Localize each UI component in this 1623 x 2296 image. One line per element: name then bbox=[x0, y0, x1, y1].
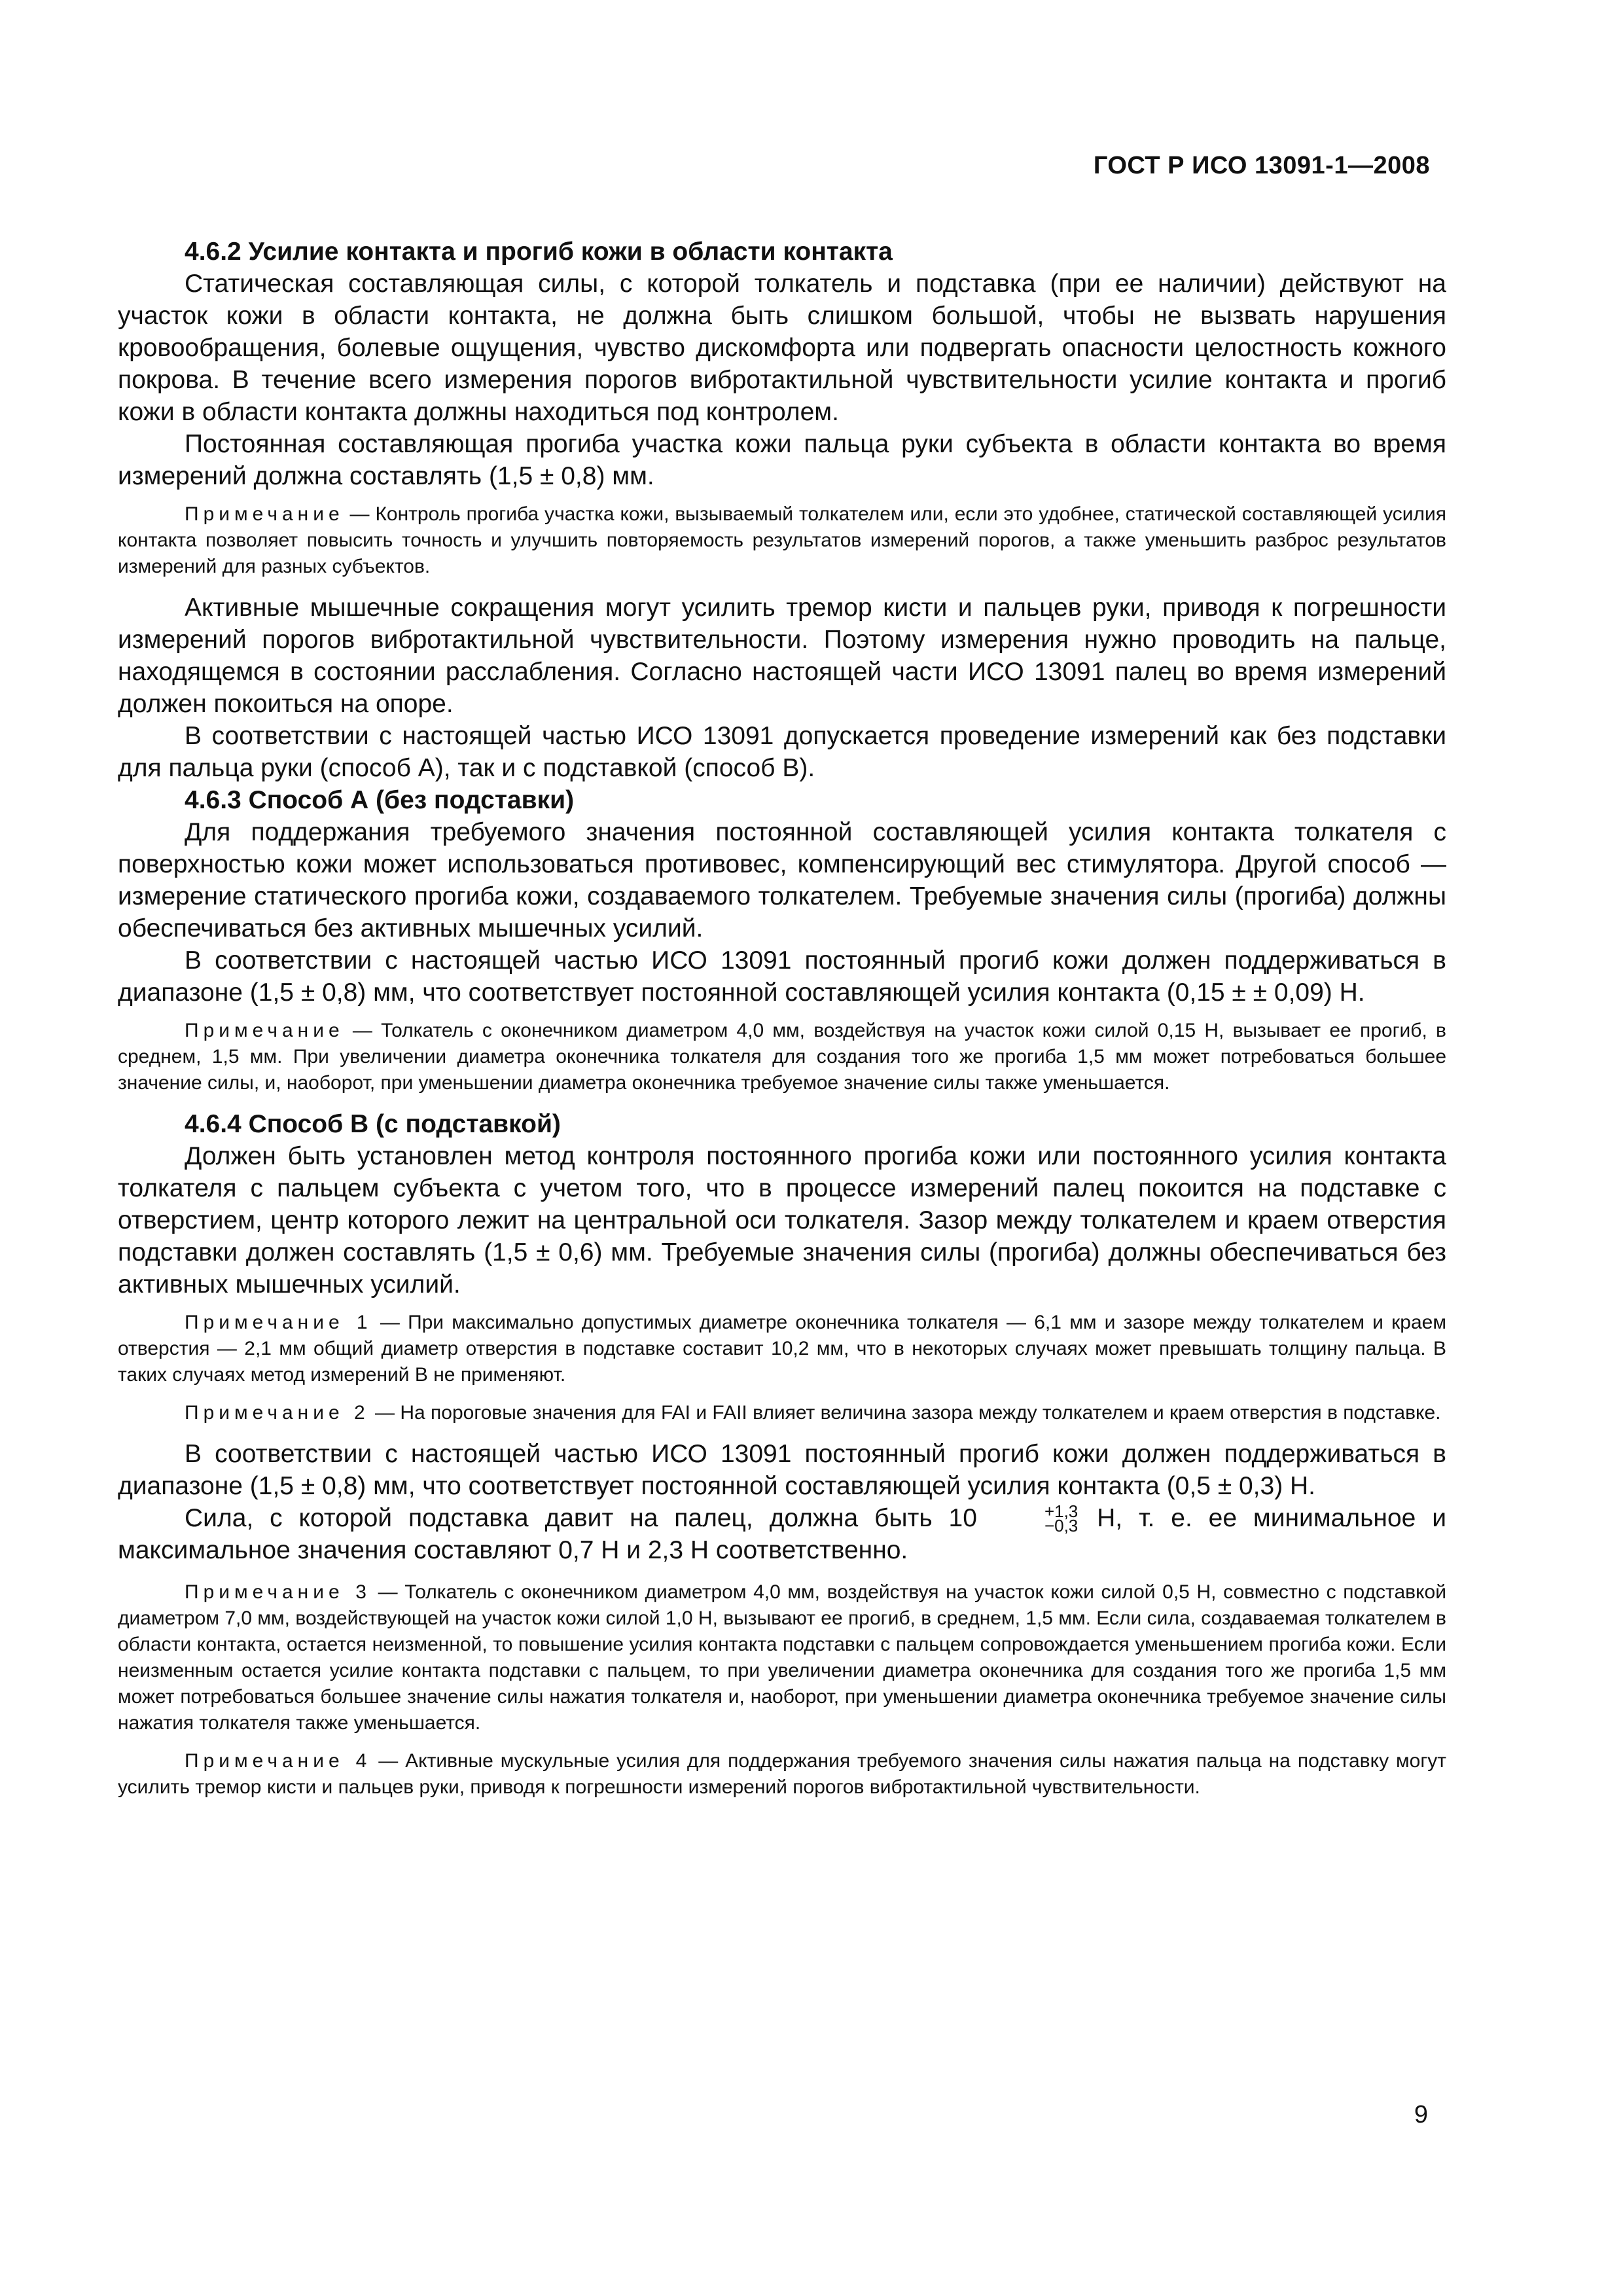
document-body bbox=[118, 236, 1446, 1812]
note-label: Примечание 3 bbox=[185, 1581, 371, 1603]
note-label: Примечание 2 bbox=[185, 1402, 370, 1424]
note-label: Примечание 1 bbox=[185, 1312, 372, 1333]
note-text: — Толкатель с оконечником диаметром 4,0 мм, воздействуя на участок кожи силой 0,15 Н, вызывает ее прогиб, в среднем, 1,5 мм. При увеличении диаметра оконечника толкателя для создания того же прогиба 1,5 мм может потребоваться большее значение силы, и, наоборот, при уменьшении диаметра оконечника требуемое значение силы также уменьшается. bbox=[118, 1020, 1446, 1094]
tolerance-lower: −0,3 bbox=[1044, 1516, 1079, 1535]
note-text: — Контроль прогиба участка кожи, вызываемый толкателем или, если это удобнее, статической составляющей усилия контакта позволяет повысить точность и улучшить повторяемость результатов измерений порогов, а также уменьшить разброс результатов измерений для разных субъектов. bbox=[118, 503, 1446, 577]
tolerance-base: 10 bbox=[948, 1504, 977, 1532]
note bbox=[118, 1748, 1446, 1801]
tolerance-upper: +1,3 bbox=[1044, 1501, 1079, 1521]
section-4-6-3-title: 4.6.3 Способ А (без подставки) bbox=[185, 786, 575, 814]
paragraph: В соответствии с настоящей частью ИСО 13091 допускается проведение измерений как без подставки для пальца руки (способ А), так и с подставкой (способ В). bbox=[118, 722, 1446, 782]
note-text: — Толкатель с оконечником диаметром 4,0 мм, воздействуя на участок кожи силой 0,5 Н, совместно с подставкой диаметром 7,0 мм, воздействующей на участок кожи силой 1,0 Н, вызывают ее прогиб, в среднем, 1,5 мм. Если сила, создаваемая толкателем в области контакта, остается неизменной, то повышение усилия контакта подставки с пальцем сопровождается уменьшением прогиба кожи. Если неизменным остается усилие контакта подставки с пальцем, то при увеличении диаметра оконечника для создания того же прогиба 1,5 мм может потребоваться большее значение силы нажатия толкателя и, наоборот, при уменьшении диаметра оконечника требуемое значение силы нажатия толкателя также уменьшается. bbox=[118, 1581, 1446, 1734]
note-label: Примечание bbox=[185, 1020, 344, 1041]
paragraph: Для поддержания требуемого значения постоянной составляющей усилия контакта толкателя с поверхностью кожи может использоваться противовес, компенсирующий вес стимулятора. Другой способ — измерение статического прогиба кожи, создаваемого толкателем. Требуемые значения силы (прогиба) должны обеспечиваться без активных мышечных усилий. bbox=[118, 818, 1446, 942]
note-text: — При максимально допустимых диаметре оконечника толкателя — 6,1 мм и зазоре между толкателем и краем отверстия — 2,1 мм общий диаметр отверстия в подставке составит 10,2 мм, что в некоторых случаях может превышать толщину пальца. В таких случаях метод измерений В не применяют. bbox=[118, 1312, 1446, 1386]
page-number: 9 bbox=[1414, 2101, 1428, 2128]
note-text: — На пороговые значения для FAI и FAII влияет величина зазора между толкателем и краем отверстия в подставке. bbox=[369, 1402, 1441, 1424]
note bbox=[118, 1579, 1446, 1736]
note bbox=[118, 501, 1446, 580]
paragraph: Активные мышечные сокращения могут усилить тремор кисти и пальцев руки, приводя к погрешности измерений порогов вибротактильной чувствительности. Поэтому измерения нужно проводить на пальце, находящемся в состоянии расслабления. Согласно настоящей части ИСО 13091 палец во время измерений должен покоиться на опоре. bbox=[118, 594, 1446, 718]
standard-header: ГОСТ Р ИСО 13091-1—2008 bbox=[1093, 152, 1430, 179]
note bbox=[118, 1310, 1446, 1388]
note bbox=[118, 1400, 1446, 1426]
note-label: Примечание bbox=[185, 503, 344, 525]
note-text: — Активные мускульные усилия для поддержания требуемого значения силы нажатия пальца на подставку могут усилить тремор кисти и пальцев руки, приводя к погрешности измерений порогов вибротактильной чувствительности. bbox=[118, 1750, 1446, 1798]
text-run: Н, т. е. ее минимальное и максимальное значения составляют 0,7 Н и 2,3 Н соответственно. bbox=[118, 1504, 1446, 1564]
section-4-6-4-title: 4.6.4 Способ В (с подставкой) bbox=[185, 1110, 561, 1138]
paragraph: В соответствии с настоящей частью ИСО 13091 постоянный прогиб кожи должен поддерживаться в диапазоне (1,5 ± 0,8) мм, что соответствует постоянной составляющей усилия контакта (0,5 ± 0,3) Н. bbox=[118, 1440, 1446, 1500]
paragraph: Должен быть установлен метод контроля постоянного прогиба кожи или постоянного усилия контакта толкателя с пальцем субъекта с учетом того, что в процессе измерений палец покоится на подставке с отверстием, центр которого лежит на центральной оси толкателя. Зазор между толкателем и краем отверстия подставки должен составлять (1,5 ± 0,6) мм. Требуемые значения силы (прогиба) должны обеспечиваться без активных мышечных усилий. bbox=[118, 1142, 1446, 1299]
section-4-6-2-title: 4.6.2 Усилие контакта и прогиб кожи в области контакта bbox=[185, 238, 893, 266]
note bbox=[118, 1018, 1446, 1096]
text-run: Сила, с которой подставка давит на палец, должна быть bbox=[185, 1504, 949, 1532]
tolerance-limits bbox=[978, 1501, 1079, 1535]
note-label: Примечание 4 bbox=[185, 1750, 372, 1772]
paragraph: В соответствии с настоящей частью ИСО 13091 постоянный прогиб кожи должен поддерживаться в диапазоне (1,5 ± 0,8) мм, что соответствует постоянной составляющей усилия контакта (0,15 ± ± 0,09) Н. bbox=[118, 946, 1446, 1007]
paragraph: Статическая составляющая силы, с которой толкатель и подставка (при ее наличии) действуют на участок кожи в области контакта, не должна быть слишком большой, чтобы не вызвать нарушения кровообращения, болевые ощущения, чувство дискомфорта или подвергать опасности целостность кожного покрова. В течение всего измерения порогов вибротактильной чувствительности усилие контакта и прогиб кожи в области контакта должны находиться под контролем. bbox=[118, 270, 1446, 426]
paragraph-with-tolerance bbox=[118, 1502, 1446, 1566]
paragraph: Постоянная составляющая прогиба участка кожи пальца руки субъекта в области контакта во время измерений должна составлять (1,5 ± 0,8) мм. bbox=[118, 430, 1446, 490]
